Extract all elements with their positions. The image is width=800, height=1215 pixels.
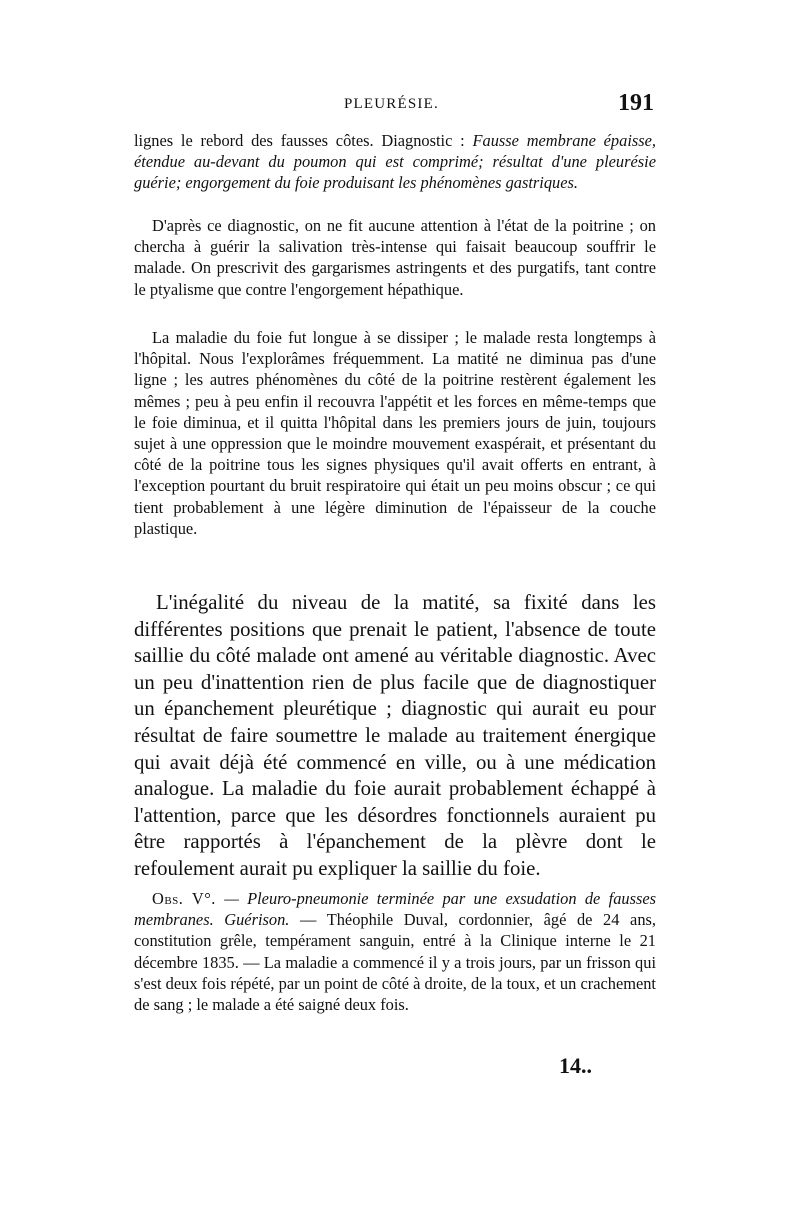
- treatment-text: D'après ce diagnostic, on ne fit aucune attention à l'état de la poitrine ; on chercha à guérir la salivation très-intense qui faisait beaucoup souffrir le malade. On prescrivit des gargarismes astringents et des purgatifs, tant contre le ptyalisme que contre l'engorgement hépathique.: [134, 216, 656, 299]
- discussion-text: L'inégalité du niveau de la matité, sa fixité dans les différentes positions que prenait le patient, l'absence de toute saillie du côté malade ont amené au véritable diagnostic. Avec un peu d'inattention rien de plus facile que de diagnostiquer un épanchement pleurétique ; diagnostic qui aurait eu pour résultat de faire soumettre le malade au traitement énergique qui avait déjà été commencé en ville, ou à une médication analogue. La maladie du foie aurait probablement échappé à l'attention, parce que les désordres fonctionnels auraient pu être rapportés à l'épanchement de la plèvre dont le refoulement aurait pu expliquer la saillie du foie.: [134, 591, 656, 880]
- observation-label: Obs. V°.: [152, 889, 216, 908]
- diagnosis-paragraph: [134, 130, 656, 194]
- observation-text: — Théophile Duval, cordonnier, âgé de 24 ans, constitution grêle, tempérament sanguin, entré à la Clinique interne le 21 décembre 1835. — La maladie a commencé il y a trois jours, par un frisson qui s'est deux fois répété, par un point de côté à droite, de la toux, et un crachement de sang ; le malade a été saigné deux fois.: [134, 910, 656, 1015]
- progress-paragraph: [134, 327, 656, 539]
- observation-paragraph: [134, 888, 656, 1015]
- diagnosis-intro: lignes le rebord des fausses côtes. Diagnostic :: [134, 131, 473, 150]
- progress-text: La maladie du foie fut longue à se dissiper ; le malade resta longtemps à l'hôpital. Nous l'explorâmes fréquemment. La matité ne diminua pas d'une ligne ; les autres phénomènes du côté de la poitrine restèrent également les mêmes ; peu à peu enfin il recouvra l'appétit et les forces en même-temps que le foie diminua, et il quitta l'hôpital dans les premiers jours de juin, toujours sujet à une oppression que le moindre mouvement exaspérait, et présentant du côté de la poitrine tous les signes physiques qu'il avait offerts en entrant, à l'exception pourtant du bruit respiratoire qui était un peu moins obscur ; ce qui tient probablement à une légère diminution de l'épaisseur de la couche plastique.: [134, 328, 656, 538]
- running-head: [134, 92, 654, 126]
- signature-mark: 14..: [559, 1053, 592, 1078]
- running-title: PLEURÉSIE.: [344, 96, 439, 112]
- treatment-paragraph: [134, 215, 656, 300]
- diagnosis-italic: Fausse membrane épaisse, étendue au-devant du poumon qui est comprimé; résultat d'une pleurésie guérie; engorgement du foie produisant les phénomènes gastriques.: [134, 131, 657, 193]
- discussion-paragraph: [134, 590, 656, 883]
- page-number: 191: [618, 90, 654, 116]
- observation-title: — Pleuro-pneumonie terminée par une exsudation de fausses membranes. Guérison.: [134, 889, 656, 930]
